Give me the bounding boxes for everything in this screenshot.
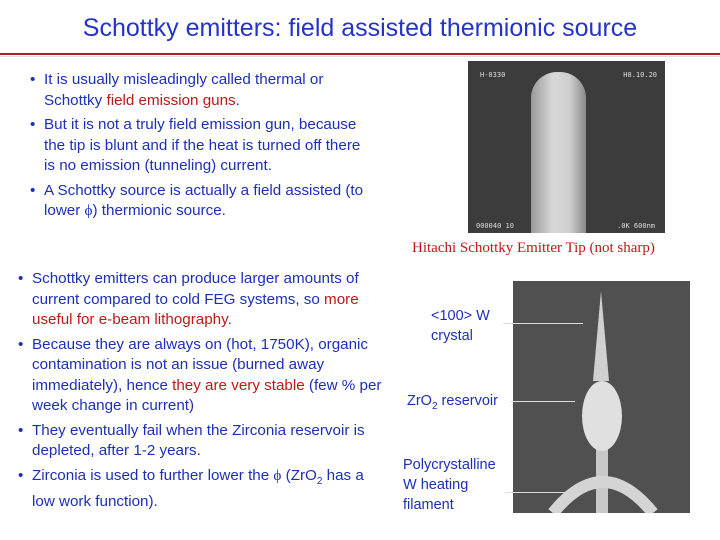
- arrow-crystal: [503, 323, 583, 324]
- emitter-tip-shape: [531, 72, 586, 233]
- sem-label: H-0330: [480, 71, 506, 79]
- slide-title: Schottky emitters: field assisted thermionic source: [82, 14, 638, 42]
- emitter-illustration: [513, 281, 690, 513]
- label-line: crystal: [431, 328, 473, 344]
- image-caption: Hitachi Schottky Emitter Tip (not sharp): [412, 240, 655, 256]
- bullet-item: [30, 70, 370, 111]
- bullet-item: [30, 115, 370, 177]
- bullet-text: It is usually misleadingly called thermal or Schottky: [44, 71, 324, 109]
- label-line: <100> W: [431, 308, 490, 324]
- arrow-reservoir: [510, 401, 575, 402]
- label-reservoir: [407, 391, 498, 417]
- bullet-text: But it is not a truly field emission gun, because the tip is blunt and if the heat is turned off there is no emission (tunneling) current.: [44, 116, 361, 174]
- bullet-text: (ZrO: [281, 466, 317, 484]
- bullet-text: (few % per week change in current): [32, 376, 382, 414]
- bullet-text: has a low work function).: [32, 466, 364, 511]
- sem-label: H8.10.20: [623, 71, 657, 79]
- bullet-item: [18, 466, 383, 513]
- title-divider-shadow: [0, 56, 720, 57]
- bullet-item: [18, 421, 383, 462]
- sem-label: 000040 10: [476, 222, 514, 230]
- bullet-text: Because they are always on (hot, 1750K), organic contamination is not an issue (burned away immediately), hence: [32, 335, 369, 394]
- label-line: W heating: [403, 477, 469, 493]
- label-text: ZrO: [407, 393, 432, 409]
- phi-symbol: ϕ: [273, 466, 282, 484]
- bullet-list-top: [30, 70, 370, 226]
- sem-image-schottky-emitter: [513, 281, 690, 513]
- arrow-filament: [505, 492, 567, 493]
- bullet-item: [18, 335, 383, 417]
- subscript: 2: [316, 475, 323, 487]
- subscript: 2: [431, 400, 438, 412]
- bullet-list-bottom: [18, 269, 383, 517]
- sem-label: .0K 600nm: [617, 222, 655, 230]
- phi-symbol: ϕ: [84, 202, 93, 219]
- bullet-text: A Schottky source is actually a field assisted (to lower: [44, 181, 364, 219]
- bullet-item: [18, 269, 383, 331]
- sem-image-hitachi-tip: [468, 61, 665, 233]
- label-line: Polycrystalline: [403, 457, 496, 473]
- title-divider: [0, 53, 720, 55]
- highlight-text: more useful for e-beam lithography.: [32, 290, 359, 328]
- highlight-text: field emission guns: [106, 91, 236, 109]
- bullet-text: ) thermionic source.: [92, 202, 226, 219]
- bullet-text: .: [235, 91, 240, 109]
- label-line: filament: [403, 497, 454, 513]
- label-text: reservoir: [437, 393, 498, 409]
- bullet-text: They eventually fail when the Zirconia reservoir is depleted, after 1-2 years.: [32, 421, 365, 459]
- bullet-item: [30, 181, 370, 222]
- label-crystal: [431, 306, 490, 346]
- label-filament: [403, 455, 496, 515]
- bullet-text: Zirconia is used to further lower the: [32, 466, 274, 484]
- highlight-text: they are very stable: [172, 376, 305, 394]
- bullet-text: Schottky emitters can produce larger amounts of current compared to cold FEG systems, so: [32, 270, 359, 308]
